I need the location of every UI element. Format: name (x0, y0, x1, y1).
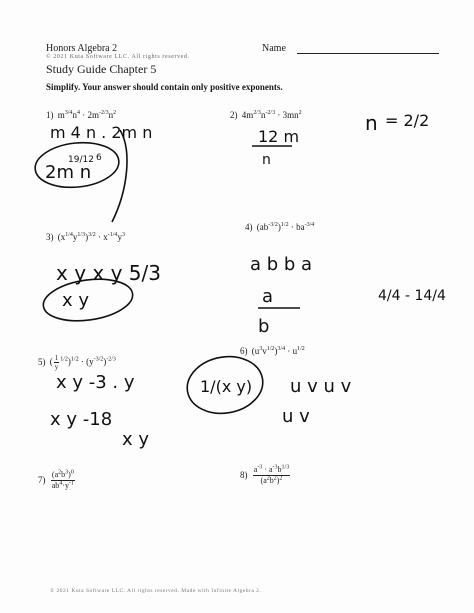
p3-answer: x y (62, 290, 90, 311)
p4-answer-top: a (262, 286, 274, 307)
name-label: Name (262, 43, 286, 54)
p5-work-3: x y (122, 429, 150, 450)
problem-6: 6) $(u^3v^{1/2})^{3/4} \cdot u^{1/2}$ (240, 346, 305, 356)
instructions: Simplify. Your answer should contain only positive exponents. (46, 82, 283, 92)
course-title: Honors Algebra 2 (46, 43, 118, 54)
problem-3: 3) $(x^{1/4}y^{1/3})^{3/2} \cdot x^{-1/4}y^3$ (46, 232, 125, 242)
p4-work-frac: 4/4 - 14/4 (378, 288, 446, 304)
problem-8: 8) $\frac{a^{-3} \cdot a^{-3}b^{1/3}}{(a^2b^2)^2}$ (240, 464, 290, 485)
p1-work: m 4 n . 2m n (50, 123, 153, 142)
p1-answer-exp1: 19/12 (68, 155, 94, 165)
name-line (297, 53, 439, 54)
p1-answer-exp2: 6 (96, 153, 102, 163)
copyright-line: © 2021 Kuta Software LLC. All rights reserved. (46, 54, 190, 60)
p5-answer: 1/(x y) (200, 377, 253, 396)
footer-copyright: © 2021 Kuta Software LLC. All rights reserved. Made with Infinite Algebra 2. (50, 588, 262, 594)
problem-4: 4) $(ab^{-3/2})^{1/2} \cdot ba^{-3/4}$ (245, 222, 315, 232)
p3-answer-circle (41, 274, 136, 326)
p5-work-2: x y -18 (50, 409, 113, 430)
p2-work-bottom: n (262, 152, 271, 168)
problem-2: 2) $4m^{2/3}n^{-2/3} \cdot 3mn^2$ (230, 110, 302, 120)
p6-work-1: u v u v (290, 376, 352, 397)
worksheet-title: Study Guide Chapter 5 (46, 62, 157, 76)
problem-1: 1) $m^{3/4}n^4 \cdot 2m^{-2/3}n^2$ (46, 110, 117, 120)
p4-answer-bottom: b (258, 316, 270, 337)
p2-work-top: 12 m (258, 127, 300, 146)
problem-7: 7) $\frac{(a^2b^3)^0}{ab^4\cdot y^{-1}}$ (38, 469, 74, 490)
p5-answer-circle (183, 351, 268, 419)
p5-work-1: x y -3 . y (56, 372, 135, 393)
p4-work-top: a b b a (250, 254, 313, 275)
p2-side-n: n (365, 111, 378, 135)
p3-work: x y x y 5/3 (56, 261, 161, 285)
p1-answer: 2m n (45, 162, 92, 183)
p2-side-eq: = 2/2 (385, 111, 430, 130)
p1-divider-stroke (112, 130, 127, 222)
p1-answer-circle (33, 139, 121, 192)
problem-5: 5) ( $\frac{1}{y}$ $^{1/2})^{1/2} \cdot (y^{-3/2})^{-2/3}$ (38, 354, 116, 371)
p6-work-2: u v (282, 406, 310, 427)
